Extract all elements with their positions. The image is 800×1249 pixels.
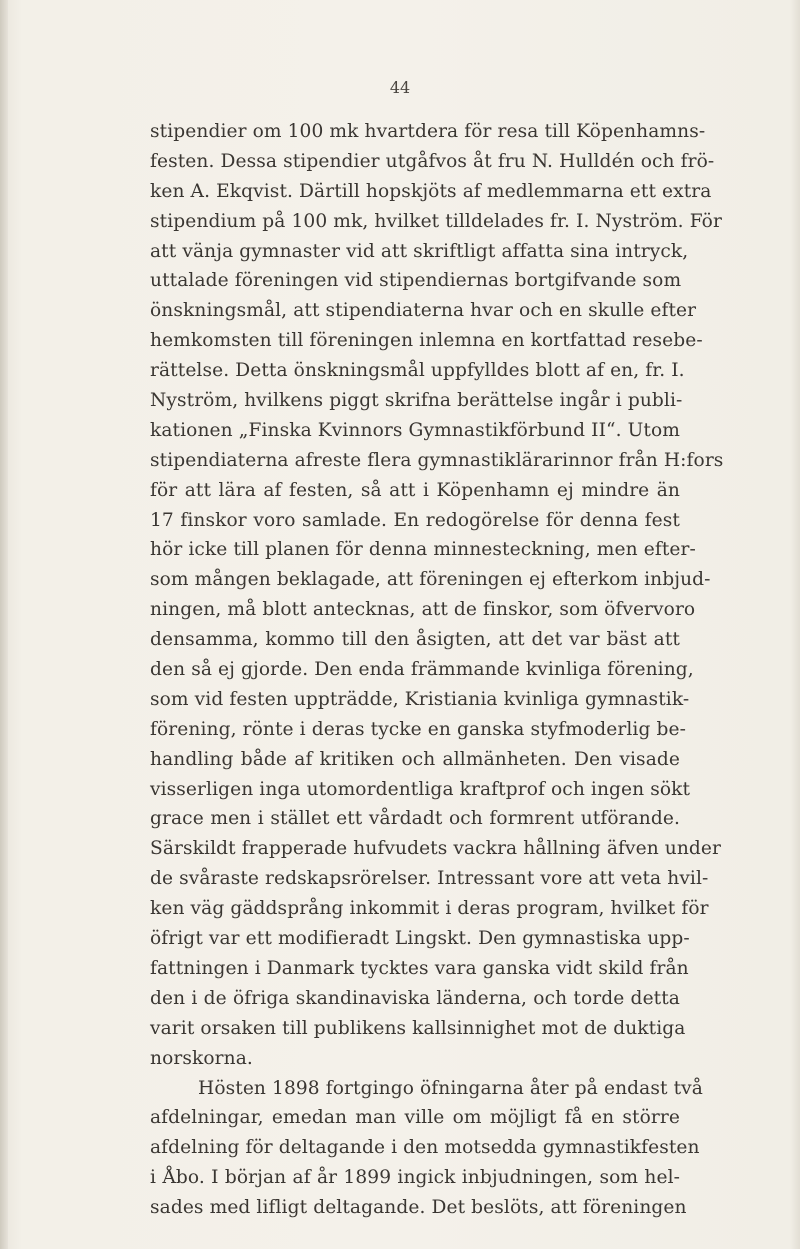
text-line: att vänja gymnaster vid att skriftligt affatta sina intryck, (150, 240, 689, 262)
text-line: den i de öfriga skandinaviska länderna, och torde detta (150, 987, 680, 1009)
text-line: sades med lifligt deltagande. Det beslöts, att föreningen (150, 1197, 687, 1219)
text-line: stipendium på 100 mk, hvilket tilldelades fr. I. Nyström. För (150, 210, 722, 232)
text-line: den så ej gjorde. Den enda främmande kvinliga förening, (150, 659, 694, 681)
text-line: visserligen inga utomordentliga kraftprof och ingen sökt (150, 778, 691, 800)
text-line: fattningen i Danmark tycktes vara ganska vidt skild från (150, 957, 689, 979)
text-line: ningen, må blott antecknas, att de finskor, som öfvervoro (150, 599, 696, 621)
text-line: afdelningar, emedan man ville om möjligt få en större (150, 1107, 680, 1129)
text-line: stipendier om 100 mk hvartdera för resa till Köpenhamns- (150, 121, 706, 142)
text-line: hemkomsten till föreningen inlemna en kortfattad resebe- (150, 330, 703, 352)
text-line: öfrigt var ett modifieradt Lingskt. Den gymnastiska upp- (150, 928, 690, 950)
text-line: densamma, kommo till den åsigten, att det var bäst att (150, 629, 680, 651)
text-line: förening, rönte i deras tycke en ganska styfmoderlig be- (150, 718, 686, 740)
text-line: för att lära af festen, så att i Köpenhamn ej mindre än (150, 479, 680, 501)
page-binding-edge (0, 0, 8, 1249)
body-text (150, 117, 724, 1223)
text-line: i Åbo. I början af år 1899 ingick inbjudningen, som hel- (150, 1167, 680, 1189)
page-number: 44 (389, 78, 411, 97)
text-line: önskningsmål, att stipendiaterna hvar och en skulle efter (150, 300, 697, 322)
text-line: varit orsaken till publikens kallsinnighet mot de duktiga (150, 1017, 686, 1039)
text-line: norskorna. (150, 1047, 253, 1069)
text-line: som vid festen uppträdde, Kristiania kvinliga gymnastik- (150, 688, 690, 710)
text-line: som mången beklagade, att föreningen ej efterkom inbjud- (150, 569, 711, 591)
text-line: uttalade föreningen vid stipendiernas bortgifvande som (150, 270, 682, 292)
text-line: Hösten 1898 fortgingo öfningarna åter på endast två (198, 1077, 703, 1099)
text-line: ken A. Ekqvist. Därtill hopskjöts af medlemmarna ett extra (150, 180, 712, 202)
text-line: ken väg gäddsprång inkommit i deras program, hvilket för (150, 898, 709, 920)
text-line: 17 finskor voro samlade. En redogörelse för denna fest (150, 509, 680, 531)
text-line: festen. Dessa stipendier utgåfvos åt fru N. Hulldén och frö- (150, 150, 715, 172)
text-line: grace men i stället ett vårdadt och formrent utförande. (150, 808, 680, 830)
text-line: kationen „Finska Kvinnors Gymnastikförbund II“. Utom (150, 419, 681, 441)
text-line: afdelning för deltagande i den motsedda gymnastikfesten (150, 1137, 700, 1159)
text-line: handling både af kritiken och allmänheten. Den visade (150, 748, 680, 770)
text-line: hör icke till planen för denna minnesteckning, men efter- (150, 539, 696, 561)
text-line: Särskildt frapperade hufvudets vackra hållning äfven under (150, 838, 722, 860)
text-line: de svåraste redskapsrörelser. Intressant vore att veta hvil- (150, 868, 709, 890)
text-line: Nyström, hvilkens piggt skrifna berättelse ingår i publi- (150, 390, 683, 412)
text-line: stipendiaterna afreste flera gymnastiklärarinnor från H:fors (150, 449, 724, 471)
text-line: rättelse. Detta önskningsmål uppfylldes blott af en, fr. I. (150, 360, 685, 382)
